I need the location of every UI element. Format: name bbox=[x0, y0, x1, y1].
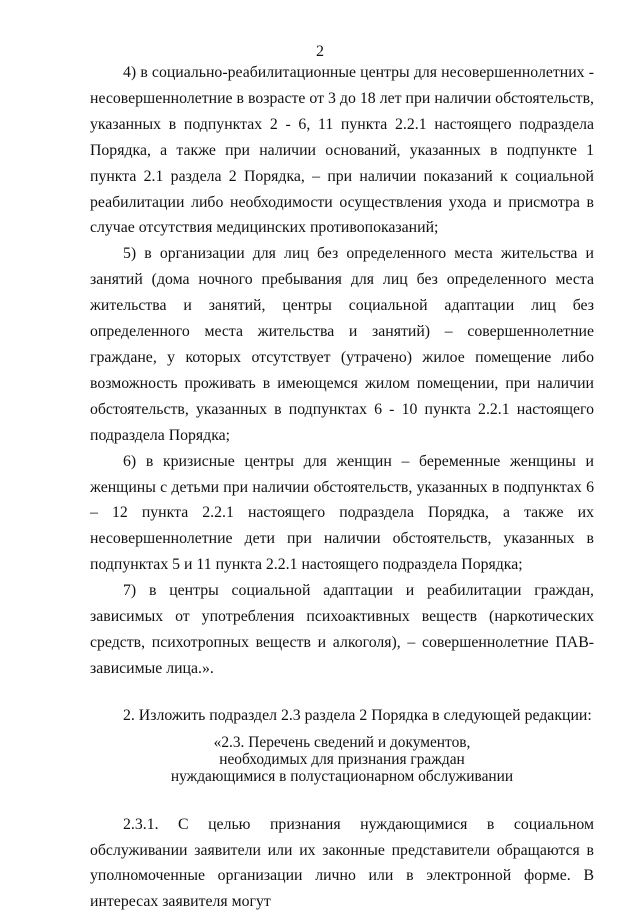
paragraph-2-3-1: 2.3.1. С целью признания нуждающимися в социальном обслуживании заявители или их законные представители обращаются в уполномоченные организации лично или в электронной форме. В интересах заявителя могут bbox=[90, 815, 594, 911]
heading-line-3: нуждающимися в полустационарном обслуживании bbox=[170, 767, 514, 785]
heading-line-2: необходимых для признания граждан bbox=[219, 750, 465, 768]
paragraph-item-5: 5) в организации для лиц без определенного места жительства и занятий (дома ночного пребывания для лиц без определенного места жительства и занятий, центры социальной адаптации лиц без определенного места жительства и занятий) – совершеннолетние граждане, у которых отсутствует (утрачено) жилое помещение либо возможность проживать в имеющемся жилом помещении, при наличии обстоятельств, указанных в подпунктах 6 - 10 пункта 2.2.1 настоящего подраздела Порядка; bbox=[90, 245, 594, 444]
page-number: 2 bbox=[316, 43, 324, 60]
section-heading bbox=[90, 734, 594, 785]
paragraph-item-6: 6) в кризисные центры для женщин – беременные женщины и женщины с детьми при наличии обстоятельств, указанных в подпунктах 6 – 12 пункта 2.2.1 настоящего подраздела Порядка, а также их несовершеннолетние дети при наличии обстоятельств, указанных в подпунктах 5 и 11 пункта 2.2.1 настоящего подраздела Порядка; bbox=[90, 452, 594, 574]
paragraph-item-4: 4) в социально-реабилитационные центры для несовершеннолетних - несовершеннолетние в возрасте от 3 до 18 лет при наличии обстоятельств, указанных в подпунктах 2 - 6, 11 пункта 2.2.1 настоящего подраздела Порядка, а также при наличии оснований, указанных в подпункте 1 пункта 2.1 раздела 2 Порядка, – при наличии показаний к социальной реабилитации либо необходимости осуществления ухода и присмотра в случае отсутствия медицинских противопоказаний; bbox=[90, 64, 594, 237]
paragraph-instruction-2: 2. Изложить подраздел 2.3 раздела 2 Порядка в следующей редакции: bbox=[123, 706, 592, 724]
heading-line-1: «2.3. Перечень сведений и документов, bbox=[213, 733, 471, 751]
document-body bbox=[90, 60, 594, 915]
paragraph-item-7: 7) в центры социальной адаптации и реабилитации граждан, зависимых от употребления психоактивных веществ (наркотических средств, психотропных веществ и алкоголя), – совершеннолетние ПАВ-зависимые лица.». bbox=[90, 582, 594, 677]
